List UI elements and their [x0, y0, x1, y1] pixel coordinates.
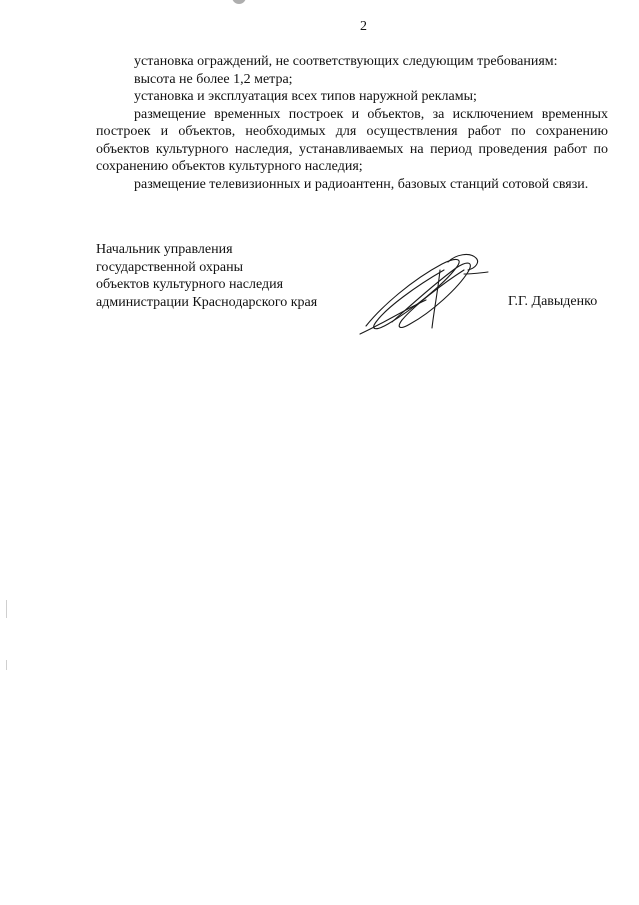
body-paragraph: установка и эксплуатация всех типов наружной рекламы; [134, 89, 477, 104]
document-body [96, 53, 608, 193]
position-line: объектов культурного наследия [96, 277, 284, 292]
page-number: 2 [360, 19, 367, 34]
body-paragraph: размещение телевизионных и радиоантенн, базовых станций сотовой связи. [134, 176, 589, 192]
signatory-position [96, 241, 317, 311]
handwritten-signature [352, 250, 492, 338]
body-paragraph: высота не более 1,2 метра; [134, 71, 293, 87]
left-margin-artifact [6, 600, 7, 618]
scan-artifact-mark [232, 0, 246, 4]
position-line: государственной охраны [96, 259, 244, 275]
position-line: Начальник управления [96, 242, 233, 257]
signer-name: Г.Г. Давыденко [508, 294, 598, 309]
left-margin-artifact [6, 660, 7, 670]
position-line: администрации Краснодарского края [96, 294, 318, 310]
body-paragraph: установка ограждений, не соответствующих следующим требованиям: [134, 54, 558, 69]
body-paragraph: размещение временных построек и объектов, за исключением временных построек и объектов, необходимых для осуществления работ по сохранению объектов культурного наследия, устанавливаемых на период проведения работ по сохранению объектов культурного наследия; [96, 106, 608, 174]
